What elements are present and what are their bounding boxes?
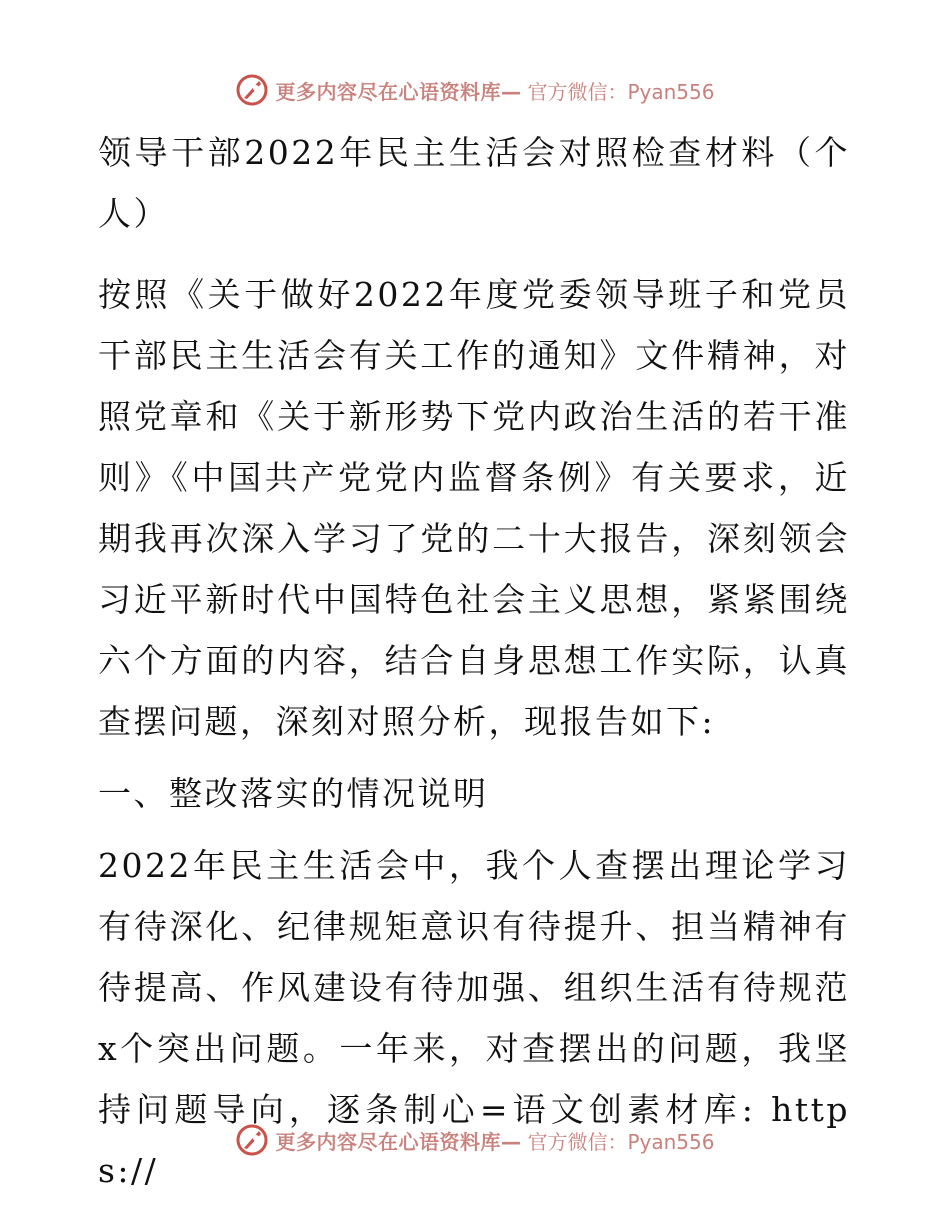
document-title: 领导干部2022年民主生活会对照检查材料（个人） <box>98 133 850 233</box>
section-heading: 一、整改落实的情况说明 <box>98 774 489 813</box>
watermark-wechat: 官方微信：Pyan556 <box>527 1129 715 1154</box>
watermark-wechat: 官方微信：Pyan556 <box>527 79 715 104</box>
watermark-text: 更多内容尽在心语资料库— <box>275 1129 522 1154</box>
quill-circle-icon <box>235 1123 269 1157</box>
header-watermark <box>0 70 950 110</box>
watermark-text: 更多内容尽在心语资料库— <box>275 79 522 104</box>
footer-watermark <box>0 1120 950 1160</box>
paragraph-intro: 按照《关于做好2022年度党委领导班子和党员干部民主生活会有关工作的通知》文件精神，对照党章和《关于新形势下党内政治生活的若干准则》《中国共产党党内监督条例》有关要求，近期我再次深入学习了党的二十大报告，深刻领会习近平新时代中国特色社会主义思想，紧紧围绕六个方面的内容，结合自身思想工作实际，认真查摆问题，深刻对照分析，现报告如下: <box>98 275 850 741</box>
document-body <box>98 122 850 1201</box>
paragraph-rectification: 2022年民主生活会中，我个人查摆出理论学习有待深化、纪律规矩意识有待提升、担当精神有待提高、作风建设有待加强、组织生活有待规范x个突出问题。一年来，对查摆出的问题，我坚持问题导向，逐条制心=语文创素材库: https:// <box>98 846 850 1190</box>
quill-circle-icon <box>235 73 269 107</box>
